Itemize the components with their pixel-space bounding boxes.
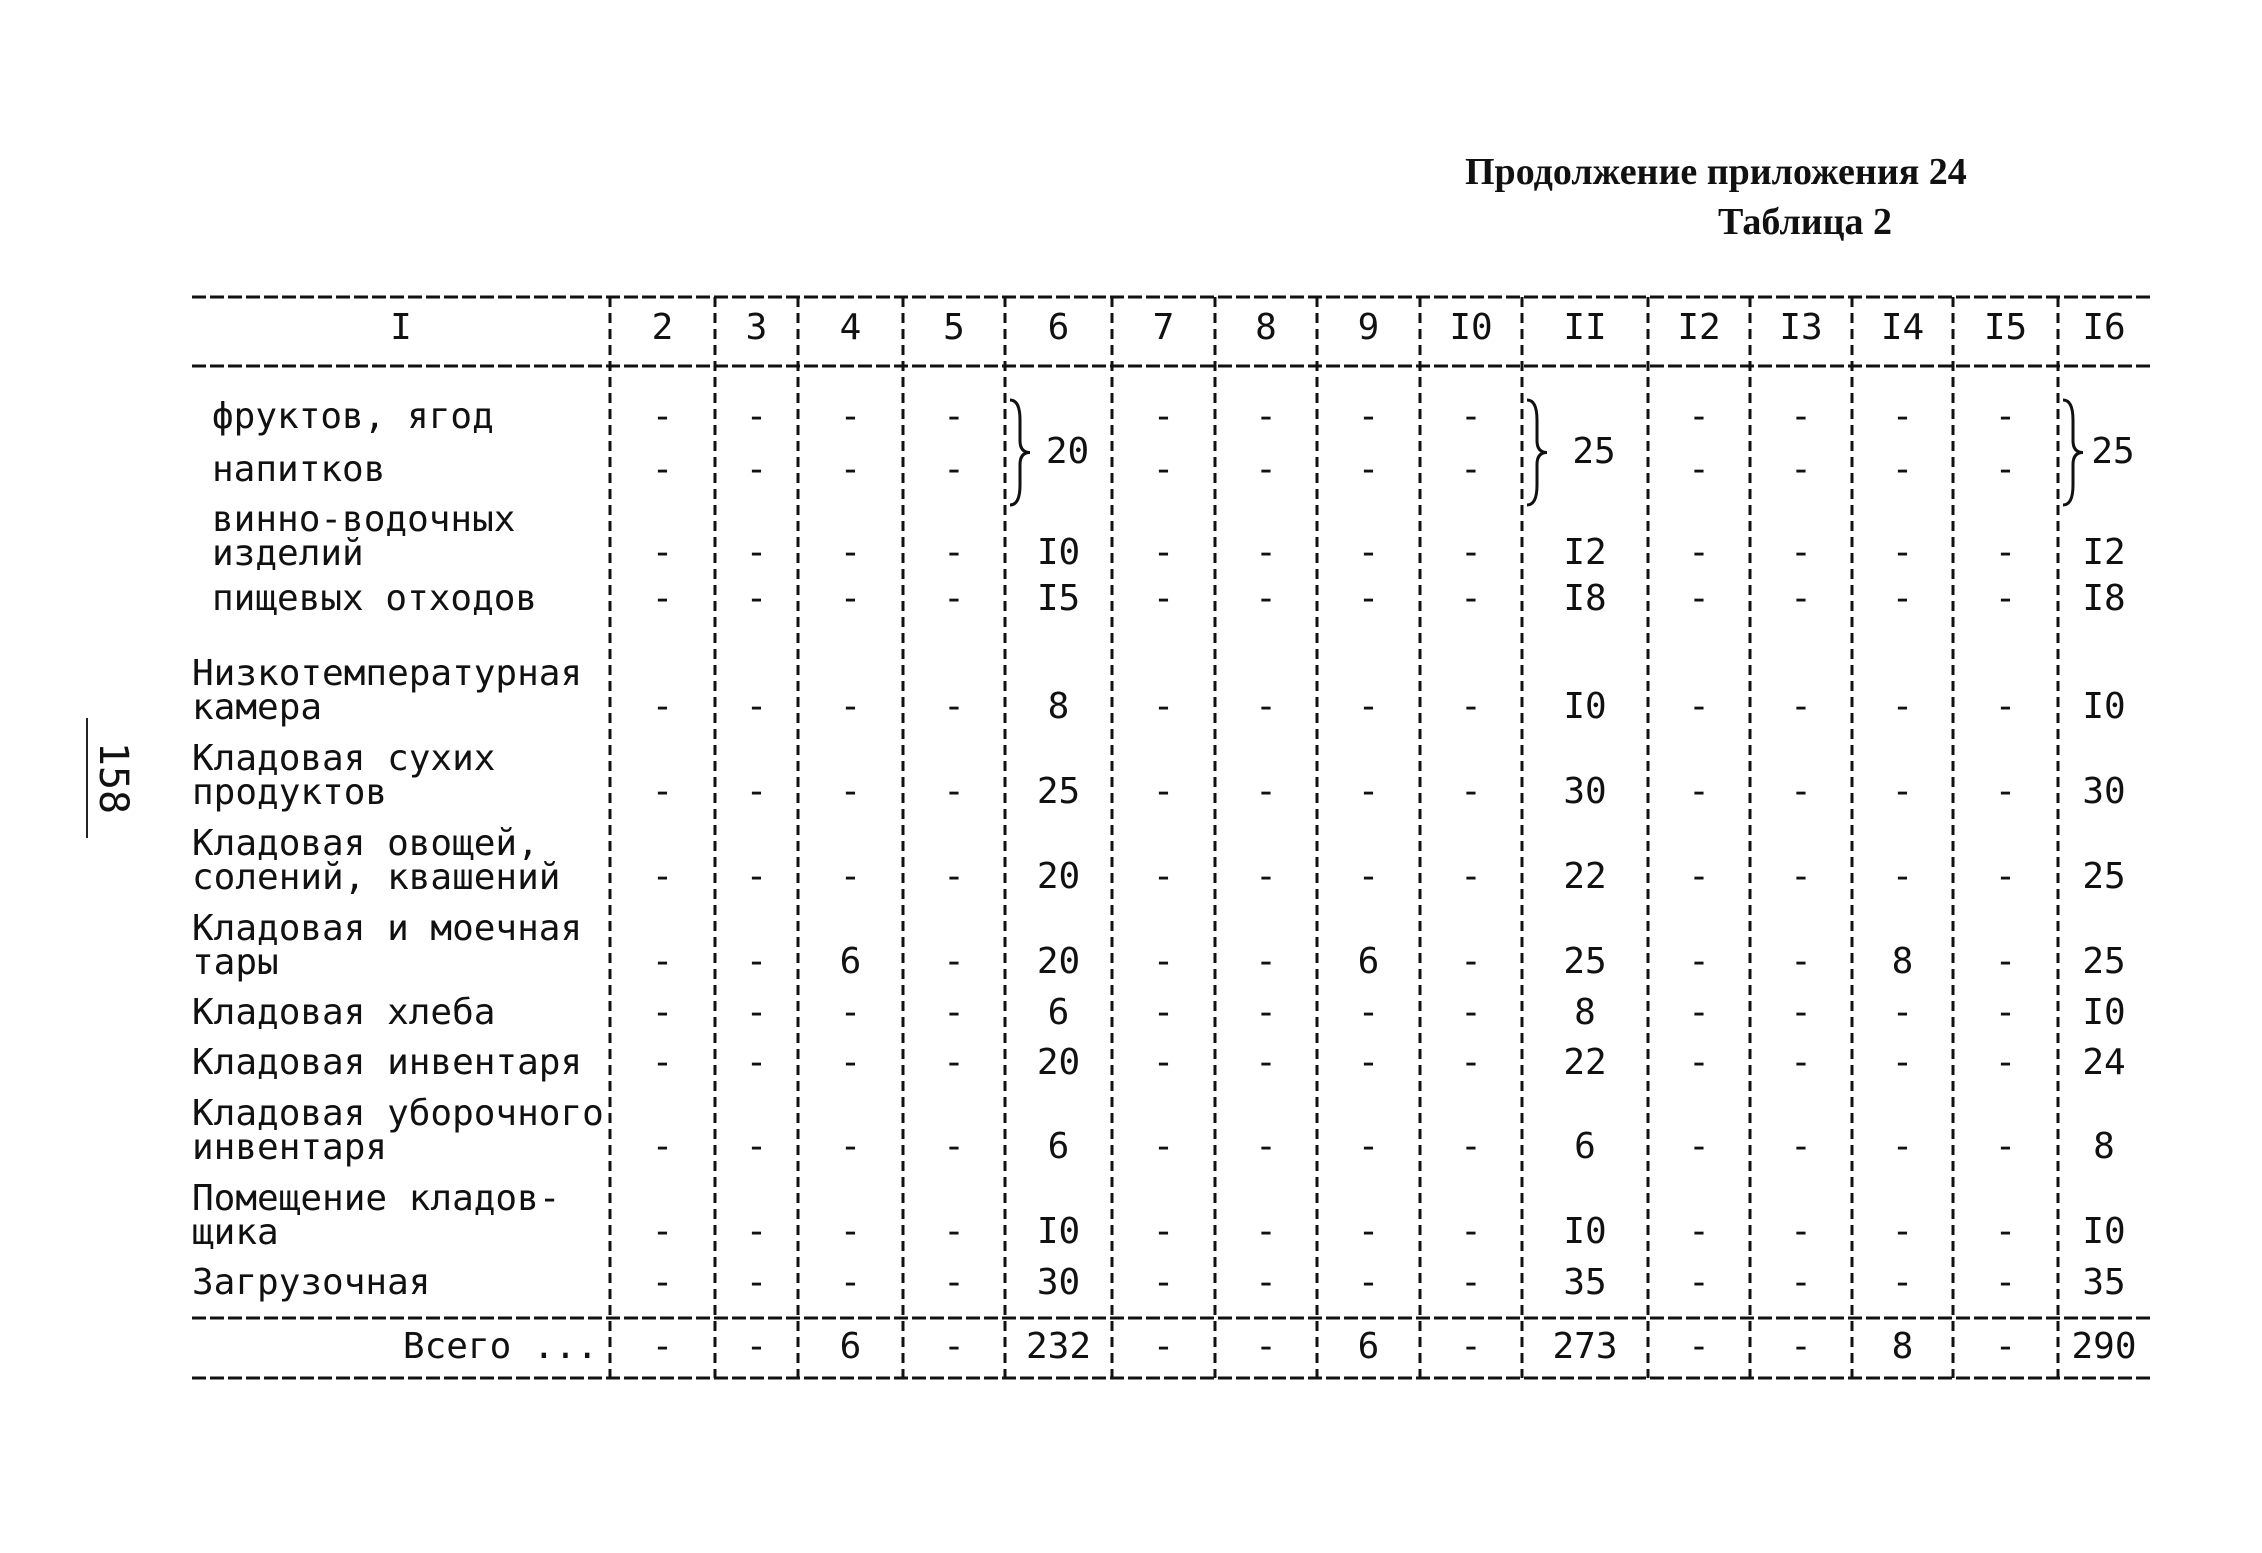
table-cell: - [1152,1210,1175,1252]
table-cell: - [1891,1042,1914,1083]
table-cell: - [1152,1125,1175,1167]
table-cell: - [839,855,862,897]
table-cell: - [651,992,674,1033]
table-cell: - [1891,1125,1914,1167]
table-cell: I0 [2082,1210,2126,1252]
table-cell: - [1152,992,1175,1033]
table-cell: - [1460,1210,1482,1252]
table-cell: - [839,449,862,490]
table-cell: - [745,1210,768,1252]
row-label-line: изделий [212,533,364,574]
table-cell: I0 [2082,992,2126,1033]
table-cell: - [1891,770,1914,812]
total-cell: 6 [1357,1326,1380,1367]
column-header: 6 [1047,307,1070,348]
table-cell: - [1994,770,2017,812]
row-label [212,396,494,437]
table-cell: - [651,940,674,982]
table-cell: - [839,396,862,437]
row-label-line: камера [192,686,323,728]
row-label [212,499,516,574]
table-cell [2058,453,2150,487]
table-cell: - [1688,532,1710,573]
table-cell: - [1255,532,1277,573]
table-cell: - [1255,449,1277,490]
column-header: I [390,307,412,348]
table-cell: - [1460,685,1482,727]
table-cell: 8 [1891,940,1914,982]
table-cell: 6 [839,940,862,982]
table-cell: 6 [1047,992,1070,1033]
table-cell [1005,453,1112,487]
table-cell [1522,453,1648,487]
total-cell: 273 [1552,1326,1618,1367]
table-cell: - [1460,1042,1482,1083]
table-number: Таблица 2 [1718,201,1893,243]
table-cell: I2 [2082,532,2126,573]
table-cell: - [1152,1262,1175,1303]
table-cell: 25 [2082,940,2126,982]
table-cell: - [1688,992,1710,1033]
brace-col-11 [1527,400,1547,505]
table-cell: - [839,1042,862,1083]
table-cell: - [651,578,674,619]
table-cell: - [1460,396,1482,437]
total-cell: - [1460,1326,1482,1367]
table-cell: - [1460,855,1482,897]
table-cell: - [1460,1125,1482,1167]
table-cell: - [1152,855,1175,897]
table-cell: - [943,449,965,490]
table-cell: 30 [1563,770,1607,812]
table-cell: - [1994,855,2017,897]
brace-col-16 [2063,400,2083,505]
table-cell: - [1891,855,1914,897]
table-cell: - [651,396,674,437]
row-label [212,449,386,490]
table-cell: - [651,1210,674,1252]
total-cell: - [1152,1326,1175,1367]
table-cell: - [651,449,674,490]
table-cell: - [1357,449,1380,490]
table-cell: - [943,1210,965,1252]
column-header: II [1563,307,1607,348]
table-cell: - [1255,1210,1277,1252]
table-cell: - [745,992,768,1033]
table-cell: - [1357,1262,1380,1303]
total-cell: 6 [839,1326,862,1367]
table-cell: - [1994,1125,2017,1167]
table-cell: - [839,1125,862,1167]
table-cell: - [1790,578,1812,619]
table-cell: - [1790,992,1812,1033]
row-label [192,1042,583,1083]
table-cell: 22 [1563,855,1607,897]
total-cell: - [651,1326,674,1367]
table-cell: - [745,396,768,437]
table-cell: - [1255,770,1277,812]
table-cell: - [745,1262,768,1303]
table-cell: 22 [1563,1042,1607,1083]
brace-col-6 [1010,400,1030,505]
row-label-line: Кладовая инвентаря [192,1042,583,1083]
table-cell: - [1357,532,1380,573]
table-cell: - [1460,449,1482,490]
column-header: 8 [1255,307,1277,348]
table-cell: 6 [1574,1125,1596,1167]
table-cell: - [1891,1262,1914,1303]
table-cell: - [745,855,768,897]
table-cell: - [1790,396,1812,437]
row-label-line: Кладовая и моечная [192,907,583,949]
table-cell: - [1994,1210,2017,1252]
table-cell: - [651,685,674,727]
row-label [192,1092,604,1168]
table-cell: - [943,578,965,619]
row-label-line: Кладовая уборочного [192,1092,604,1134]
table-cell: I0 [2082,685,2126,727]
column-header: 3 [745,307,768,348]
table-cell: - [839,770,862,812]
table-cell: - [1255,992,1277,1033]
table-cell: - [1460,992,1482,1033]
table-cell: - [745,532,768,573]
table-cell: - [1994,1262,2017,1303]
table-cell: - [745,1125,768,1167]
total-label: Всего ... [402,1326,598,1367]
table-cell: - [651,770,674,812]
row-label-line: напитков [212,449,386,490]
table-cell: - [1790,1262,1812,1303]
table-cell: - [1688,685,1710,727]
table-cell: - [943,855,965,897]
page-number: 158 [86,718,138,838]
row-label-line: Кладовая сухих [192,737,496,779]
table-cell: - [651,1042,674,1083]
table-cell: - [1357,578,1380,619]
row-label-line: Низкотемпературная [192,652,583,694]
table-cell: - [1688,1042,1710,1083]
row-label [192,737,496,813]
table-cell: 30 [2082,770,2126,812]
row-label-line: фруктов, ягод [212,396,494,437]
table-cell: - [651,532,674,573]
table-cell: - [839,1210,862,1252]
table-cell: - [839,532,862,573]
table-cell: - [1152,578,1175,619]
table-cell: - [839,578,862,619]
column-header: I2 [1677,307,1721,348]
table-cell: - [943,770,965,812]
row-label [192,1177,561,1253]
table-cell: - [1688,770,1710,812]
table-cell: - [839,992,862,1033]
table-cell: - [1994,1042,2017,1083]
table-cell: 6 [1047,1125,1070,1167]
table-cell: - [1994,532,2017,573]
table-cell: - [1790,940,1812,982]
table-cell: - [839,1262,862,1303]
row-label-line: винно-водочных [212,499,516,540]
table-cell: - [943,940,965,982]
table-cell: I0 [1563,1210,1607,1252]
table-cell: - [1255,1262,1277,1303]
column-header: I6 [2082,307,2126,348]
table-cell: - [1357,992,1380,1033]
table-cell: - [943,1042,965,1083]
total-cell: - [1688,1326,1710,1367]
row-label-line: Загрузочная [192,1262,431,1303]
table-cell: - [1460,532,1482,573]
table-cell: 35 [2082,1262,2126,1303]
table-cell: 25 [1572,431,1616,472]
table-cell: - [1357,1125,1380,1167]
table-cell: - [745,578,768,619]
table-cell: 20 [1036,940,1081,982]
row-label-line: Кладовая хлеба [192,992,496,1033]
table-cell: I8 [2082,578,2126,619]
column-header: I3 [1779,307,1823,348]
table-cell: - [1790,1210,1812,1252]
row-label [192,992,496,1033]
total-cell: 232 [1025,1326,1092,1367]
table-cell: 35 [1563,1262,1607,1303]
table-cell: - [1460,578,1482,619]
table-cell: - [1357,1210,1380,1252]
column-header: 5 [943,307,965,348]
row-label-line: Кладовая овощей, [192,822,539,864]
table-cell: - [1891,1210,1914,1252]
table-cell: I2 [1563,532,1607,573]
table-cell: - [1152,1042,1175,1083]
table-cell: - [1891,992,1914,1033]
table-cell: - [943,1262,965,1303]
row-label [192,907,583,983]
table-cell: - [1460,1262,1482,1303]
column-header: 4 [839,307,862,348]
table-cell: I8 [1563,578,1607,619]
table-cell: - [1891,685,1914,727]
table-cell: 8 [1047,685,1070,727]
table-cell: - [1891,578,1914,619]
appendix-continuation-title: Продолжение приложения 24 [1465,151,1967,193]
total-cell: - [1255,1326,1277,1367]
table-cell: - [1994,449,2017,490]
table-cell: - [1357,1042,1380,1083]
table-cell: 20 [1045,431,1090,472]
table-cell: - [1790,1125,1812,1167]
table-cell: 25 [1036,770,1081,812]
table-cell: 20 [1036,855,1081,897]
table-cell: - [1688,449,1710,490]
table-cell: - [1255,685,1277,727]
table-cell: - [745,1042,768,1083]
table-cell: - [1255,396,1277,437]
table-cell: - [1460,940,1482,982]
table-cell: - [1994,685,2017,727]
table-cell: - [1994,992,2017,1033]
table-cell: I5 [1036,578,1081,619]
table-cell: - [1688,940,1710,982]
table-cell: - [1357,770,1380,812]
table-cell: - [1255,855,1277,897]
column-header: I5 [1983,307,2028,348]
table-cell: - [943,992,965,1033]
table-cell: - [745,449,768,490]
table-cell: - [943,396,965,437]
table-cell: - [1152,396,1175,437]
table-cell: - [1891,532,1914,573]
column-header: 7 [1152,307,1175,348]
table-cell: - [1891,449,1914,490]
table-cell: - [1994,396,2017,437]
table-cell: - [1790,1042,1812,1083]
row-label-line: щика [192,1211,279,1253]
table-cell: - [1790,449,1812,490]
column-header: I0 [1449,307,1493,348]
table-cell: - [745,685,768,727]
row-label-line: Помещение кладов- [192,1177,561,1219]
table-cell: - [943,1125,965,1167]
table-cell: 20 [1036,1042,1081,1083]
table-cell: 30 [1036,1262,1081,1303]
total-cell: 290 [2071,1326,2137,1367]
table-cell: 8 [1574,992,1596,1033]
table-cell: - [1790,770,1812,812]
column-header: 2 [651,307,674,348]
total-cell: - [745,1326,768,1367]
table-cell: I0 [1563,685,1607,727]
total-cell: - [1790,1326,1812,1367]
row-label [212,578,538,619]
total-cell: 8 [1891,1326,1914,1367]
row-label [192,652,583,728]
table-cell: - [943,532,965,573]
table-cell: - [1357,396,1380,437]
column-header: I4 [1880,307,1925,348]
table-cell: - [943,685,965,727]
row-label-line: инвентаря [192,1126,388,1168]
table-cell: - [1688,578,1710,619]
table-cell: - [1255,940,1277,982]
table-cell: - [1688,855,1710,897]
table-cell: - [1152,685,1175,727]
table-cell: - [651,1262,674,1303]
table-cell: - [1688,396,1710,437]
table-cell: I0 [1036,1210,1081,1252]
table-cell: - [1255,578,1277,619]
table-cell: - [1255,1125,1277,1167]
table-cell: - [651,1125,674,1167]
table-cell: - [1357,855,1380,897]
table-cell: 25 [2082,855,2126,897]
row-label-line: тары [192,941,279,983]
table-cell: I0 [1036,532,1081,573]
table-cell: - [1152,770,1175,812]
table-cell: - [1994,940,2017,982]
column-header: 9 [1357,307,1380,348]
table-cell: - [1891,396,1914,437]
table-cell: - [1790,532,1812,573]
table-cell: 6 [1357,940,1380,982]
table-cell: - [1152,532,1175,573]
table-cell: - [1688,1125,1710,1167]
table-cell: - [1460,770,1482,812]
row-label-line: продуктов [192,771,388,813]
row-label [192,1262,431,1303]
table-cell: - [1255,1042,1277,1083]
row-label [192,822,561,898]
table-cell: - [1688,1262,1710,1303]
table-cell: - [1688,1210,1710,1252]
table-cell: 24 [2082,1042,2126,1083]
table-cell: - [1994,578,2017,619]
table-cell: 25 [1563,940,1607,982]
table-cell: - [1790,855,1812,897]
table-cell: - [1152,940,1175,982]
row-label-line: пищевых отходов [212,578,538,619]
table-cell: - [651,855,674,897]
table-cell: - [839,685,862,727]
table-cell: - [745,770,768,812]
total-cell: - [1994,1326,2017,1367]
table-cell: 8 [2093,1125,2115,1167]
total-cell: - [943,1326,965,1367]
table-cell: - [1152,449,1175,490]
table-cell: - [1357,685,1380,727]
table-cell: - [1790,685,1812,727]
table-cell: 25 [2091,431,2135,472]
table-cell: - [745,940,768,982]
row-label-line: солений, квашений [192,856,561,898]
